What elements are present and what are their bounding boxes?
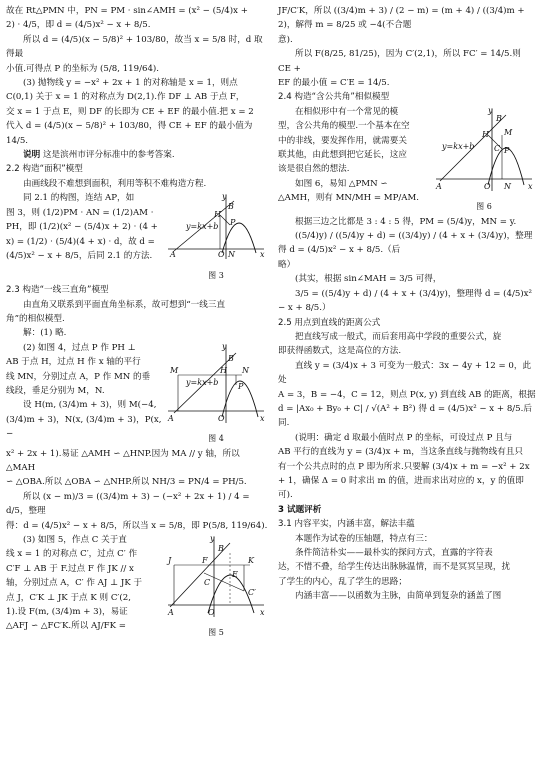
text-line: C(0,1) 关于 x = 1 的对称点为 D(2,1).作 DF ⊥ AB 于点 F， — [6, 92, 245, 103]
text-line: (其实，根据 sin∠MAH = 3/5 可得， — [295, 274, 442, 285]
text-line: 代入 d = (4/5)(x − 5/8)² + 103/80，得 CE + EF 的最小值为 14/5. — [6, 121, 253, 146]
figure-5-caption: 图 5 — [208, 628, 224, 638]
text-line: d = |Ax₀ + By₀ + C| / √(A² + B²) 得 d = (4/5)x² − x + 8/5.后同. — [278, 403, 532, 429]
text-line: 轴，分别过点 A，C′ 作 AJ ⊥ JK 于 — [6, 578, 143, 589]
figure-3-caption: 图 3 — [208, 270, 224, 280]
label-C: C — [494, 143, 501, 153]
text-line: JF/C′K，所以 ((3/4)m + 3) / (2 − m) = (m + 4) / ((3/4)m + 2)，解得 m = 8/25 或 −4(不合题 — [278, 6, 525, 31]
label-B: B — [228, 353, 234, 363]
figure-4-caption: 图 4 — [208, 434, 224, 444]
text-line: x² + 2x + 1).易证 △AMH ∽ △HNP.因为 MA // y 轴，所以 △MAH — [6, 448, 240, 473]
text-line: 点 J，C′K ⊥ JK 于点 K 则 C′(2, — [6, 592, 131, 603]
label-A: A — [436, 181, 442, 191]
figure-4 — [164, 341, 268, 447]
text-line: 所以 (x − m)/3 = ((3/4)m + 3) − (−x² + 2x + 1) / 4 = d/5，整理 — [6, 491, 250, 517]
label-H: H — [482, 129, 489, 139]
text-line: AB 于点 H，过点 H 作 x 轴的平行 — [6, 357, 141, 368]
text-line: △AMH，则有 MN/MH = MP/AM. — [278, 193, 420, 204]
text-line: 同 2.1 的构图，连结 AP，如 — [23, 193, 135, 204]
text-line: EF 的最小值 = C′E = 14/5. — [278, 78, 390, 89]
text-line: 可). — [278, 490, 293, 501]
figure-3-diagram — [164, 191, 268, 263]
text-line: 得：d = (4/5)x² − x + 8/5，所以当 x = 5/8，即 P(5/8, 119/64). — [6, 520, 268, 531]
note-label: 说明 — [23, 150, 41, 161]
right-column — [278, 4, 536, 604]
label-y: y — [222, 341, 227, 351]
section-heading-2-3: 2.3 构造“一线三直角”模型 — [6, 285, 109, 296]
text-line: 内涵丰富——以函数为主脉，由简单到复杂的涵盖了图 — [295, 591, 502, 602]
label-O: O — [218, 413, 225, 423]
text-line: AB 平行的直线为 y = (3/4)x + m，当这条直线与抛物线有且只 — [278, 447, 523, 458]
figure-4-diagram — [164, 341, 268, 427]
text-line: 解：(1) 略. — [23, 328, 67, 339]
label-line-eq: y=kx+b — [442, 141, 475, 151]
text-line: 把直线写成一般式，而后套用高中学段的重要公式，旋 — [295, 331, 502, 342]
section-heading-3-1: 3.1 内容平实，内涵丰富，解法丰蕴 — [278, 519, 415, 530]
text-line: 线段，垂足分别为 M，N. — [6, 385, 105, 396]
figure-6-diagram — [432, 105, 536, 195]
section-heading-2-4: 2.4 构造“含公共角”相似模型 — [278, 92, 390, 103]
label-F: F — [202, 555, 208, 565]
figure-6 — [432, 105, 536, 215]
text-line: 设 H(m, (3/4)m + 3)，则 M(−4, — [23, 400, 157, 411]
text-line: 角”的相似模型. — [6, 313, 65, 324]
label-B: B — [496, 113, 502, 123]
fig5-row — [6, 533, 268, 641]
text-line: 达，不惜不叠，给学生传达出脉脉温情，而不是冥冥呈现，扰 — [278, 562, 511, 573]
label-C: C — [204, 577, 211, 587]
text-line: 在相似形中有一个常见的模 — [295, 106, 399, 117]
text-line: (3) 如图 5，作点 C 关于直 — [23, 534, 127, 545]
figure-3 — [164, 191, 268, 283]
text-line: A = 3，B = −4，C = 12，则点 P(x, y) 到直线 AB 的距离，根据 — [278, 389, 536, 400]
label-N: N — [504, 181, 511, 191]
text-line: 本题作为试卷的压轴题，特点有三： — [295, 533, 433, 544]
text-line: 1).设 F(m, (3/4)m + 3)，易证 — [6, 607, 128, 617]
text-line: ∽ △OBA.所以 △OBA ∽ △NHP.所以 NH/3 = PN/4 = PH/5. — [6, 477, 247, 488]
label-N: N — [242, 365, 249, 375]
text-line: 3/5 = ((5/4)y + d) / (4 + x + (3/4)y)，整理得 d = (4/5)x² − x + 8/5.） — [278, 288, 532, 314]
label-E: E — [232, 569, 238, 579]
label-line-eq: y=kx+b — [186, 222, 219, 232]
text-line: 中的非线，要发挥作用，就需要关 — [278, 135, 407, 146]
text-line: 直线 y = (3/4)x + 3 可变为一般式：3x − 4y + 12 = 0，此处 — [278, 360, 532, 386]
label-P: P — [238, 381, 244, 391]
text-line: 略） — [278, 259, 296, 270]
section-heading-3: 3 试题评析 — [278, 504, 322, 515]
text-line: 故在 Rt△PMN 中，PN = PM · sin∠AMH = (x² − (5/4)x + — [6, 6, 248, 16]
label-N: N — [228, 250, 235, 260]
label-H: H — [220, 365, 227, 375]
text-line: 所以 d = (4/5)(x − 5/8)² + 103/80，故当 x = 5/8 时，d 取得最 — [6, 34, 263, 60]
text-line: ((5/4)y) / ((5/4)y + d) = ((3/4)y) / (4 + x + (3/4)y)，整理得 d = (4/5)x² − x + 8/5.（后 — [278, 231, 533, 256]
label-x: x — [260, 413, 265, 423]
label-O: O — [218, 250, 225, 260]
figure-5 — [164, 533, 268, 641]
label-Cprime: C′ — [248, 587, 256, 597]
note-text: 这是滨州市评分标准中的参考答案. — [42, 150, 175, 161]
text-line: 小值.可得点 P 的坐标为 (5/8, 119/64). — [6, 63, 160, 74]
text-line: 交 x = 1 于点 E，则 DF 的长即为 CE + EF 的最小值.把 x = 2 — [6, 106, 254, 117]
section-heading-2-5: 2.5 用点到直线的距离公式 — [278, 317, 381, 328]
label-line-eq: y=kx+b — [186, 377, 219, 387]
text-line: △AFJ ∽ △FC′K.所以 AJ/FK = — [6, 621, 126, 632]
text-line: 图 3，则 (1/2)PM · AN = (1/2)AM · — [6, 207, 154, 218]
label-P: P — [504, 145, 510, 155]
text-line: (3/4)m + 3)，N(x, (3/4)m + 3)，P(x, − — [6, 414, 162, 440]
fig3-row — [6, 191, 268, 283]
label-M: M — [170, 365, 179, 375]
text-line: 该是很自然的想法. — [278, 164, 350, 175]
text-line: C′F ⊥ AB 于 F.过点 F 作 JK // x — [6, 563, 134, 574]
label-y: y — [210, 533, 215, 543]
text-line: (4/5)x² − x + 8/5，后同 2.1 的方法. — [6, 250, 153, 261]
section-heading-2-2: 2.2 构造“面积”模型 — [6, 164, 83, 175]
label-O: O — [208, 607, 215, 617]
text-line: 联其他，由此想到把它延长，这应 — [278, 150, 407, 161]
text-line: 意). — [278, 34, 293, 45]
text-line: 线 x = 1 的对称点 C′，过点 C′ 作 — [6, 549, 138, 560]
fig6-row — [278, 105, 536, 215]
label-B: B — [228, 202, 234, 212]
text-line: 了学生的内心，乱了学生的思路； — [278, 576, 407, 587]
text-line: 2) · 4/5，即 d = (4/5)x² − x + 8/5. — [6, 20, 151, 31]
label-B: B — [218, 543, 224, 553]
text-line: 所以 F(8/25, 81/25)，因为 C′(2,1)，所以 FC′ = 14/5.则 CE + — [278, 49, 521, 74]
text-line: 线 MN，分别过点 A，P 作 MN 的垂 — [6, 371, 151, 382]
figure-6-caption: 图 6 — [476, 202, 492, 212]
text-line: 由直角又联系到平面直角坐标系，故可想到“一线三直 — [23, 299, 226, 310]
text-line: 有一个公共点时的点 P 即为所求.只要解 (3/4)x + m = −x² + 2x — [278, 461, 530, 472]
text-line: (说明：确定 d 取最小值时点 P 的坐标，可设过点 P 且与 — [295, 432, 513, 443]
label-P: P — [230, 218, 236, 228]
label-H: H — [214, 210, 221, 220]
text-line: (2) 如图 4，过点 P 作 PH ⊥ — [23, 342, 136, 353]
label-A: A — [170, 250, 176, 260]
note-paragraph — [6, 148, 268, 162]
text-line: PH，即 (1/2)(x² − (5/4)x + 2) · (4 + — [6, 222, 158, 233]
label-x: x — [260, 250, 265, 260]
figure-5-diagram — [164, 533, 268, 621]
text-line: 根据三边之比都是 3 : 4 : 5 得，PM = (5/4)y，MN = y. — [295, 216, 517, 227]
label-y: y — [222, 192, 227, 202]
text-line: (3) 抛物线 y = −x² + 2x + 1 的对称轴是 x = 1，则点 — [23, 78, 238, 89]
fig4-row — [6, 341, 268, 447]
text-line: x) = (1/2) · (5/4)(4 + x) · d，故 d = — [6, 236, 155, 247]
label-J: J — [168, 555, 172, 565]
text-line: 如图 6，易知 △PMN ∽ — [295, 178, 388, 189]
text-line: 条件简洁朴实——最朴实的探问方式，直露的字符表 — [295, 548, 493, 558]
text-line: 由画线段不难想到面积，利用等积不难构造方程. — [23, 178, 207, 189]
label-y: y — [488, 105, 493, 115]
label-K: K — [248, 555, 254, 565]
label-A: A — [168, 413, 174, 423]
label-A: A — [168, 607, 174, 617]
left-column — [6, 4, 268, 641]
text-line: + 1，确保 Δ = 0 时求出 m 的值，进而求出对应的 x，y 的值即 — [278, 475, 524, 486]
label-O: O — [484, 181, 491, 191]
text-line: 型，含公共角的模型.一个基本在空 — [278, 121, 410, 132]
text-line: 即获得函数式，这是高位的方法. — [278, 346, 402, 357]
label-x: x — [528, 181, 533, 191]
label-M: M — [504, 127, 513, 137]
label-x: x — [260, 607, 265, 617]
